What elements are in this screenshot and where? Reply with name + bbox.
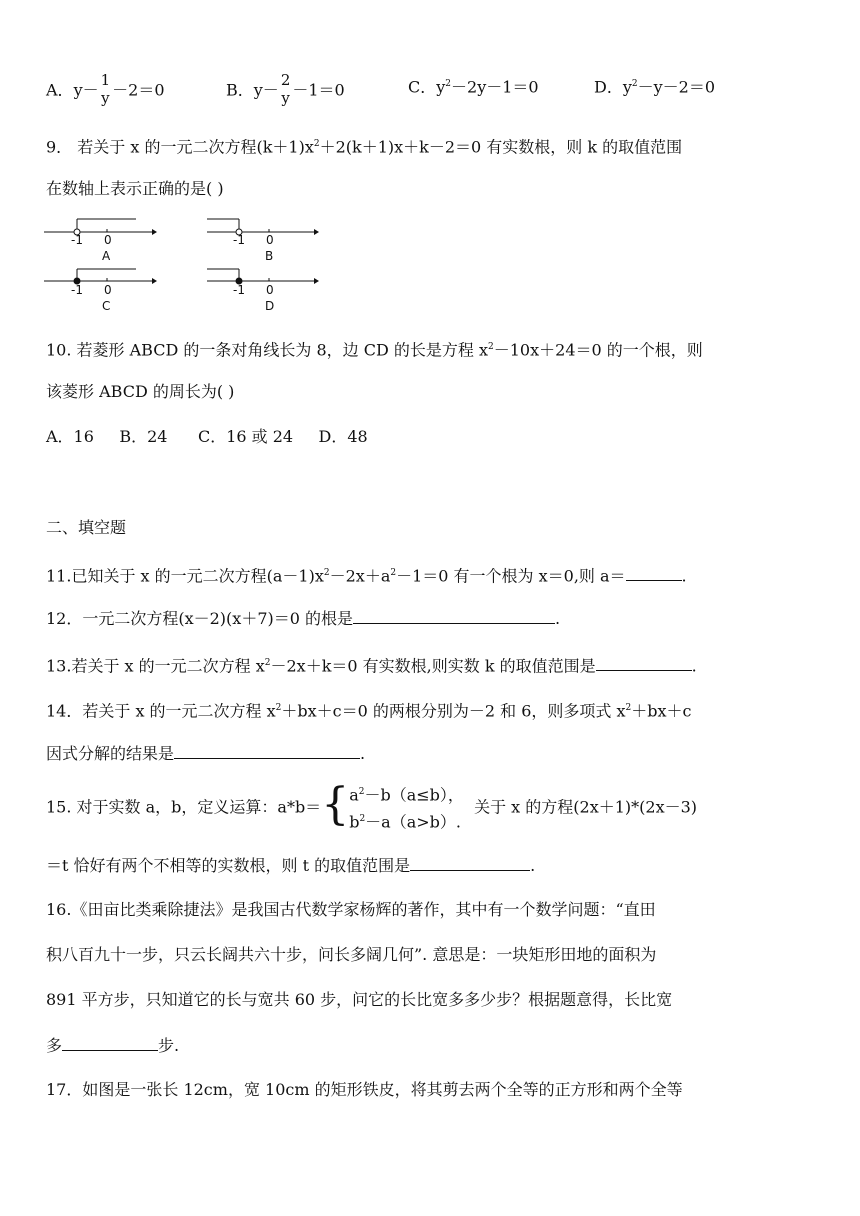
- superscript: 2: [323, 568, 330, 578]
- fraction: [281, 71, 291, 107]
- option-text: －2y－1＝0: [451, 77, 539, 97]
- tick-label-neg: -1: [233, 233, 245, 247]
- superscript: 2: [358, 787, 365, 797]
- option-label: D．: [594, 77, 623, 97]
- superscript: 2: [264, 658, 271, 668]
- tick-label-neg: -1: [71, 283, 83, 297]
- q9-line2: 在数轴上表示正确的是( ): [46, 179, 224, 198]
- q8-option-d[interactable]: [594, 73, 715, 98]
- case-2: [349, 807, 464, 834]
- q15-line1: [46, 780, 697, 832]
- tick-label-zero: 0: [104, 283, 112, 297]
- superscript: 2: [390, 568, 397, 578]
- q16-line2: 积八百九十一步，只云长阔共六十步，问长多阔几何”. 意思是：一块矩形田地的面积为: [46, 945, 657, 964]
- q15-text: .: [530, 856, 536, 875]
- answer-blank[interactable]: [626, 564, 682, 581]
- q16-line4: [46, 1034, 179, 1057]
- q14-text: .: [360, 744, 366, 763]
- option-text: －y－2＝0: [637, 77, 716, 97]
- brace-symbol: {: [321, 779, 350, 831]
- option-text: y－: [253, 80, 279, 100]
- option-text: －2＝0: [112, 80, 165, 100]
- diagram-letter: C: [102, 299, 111, 313]
- q9-line1: [46, 133, 682, 158]
- numerator: 2: [280, 71, 291, 89]
- tick-label-neg: -1: [233, 283, 245, 297]
- answer-blank[interactable]: [62, 1034, 158, 1051]
- diagram-letter: B: [265, 249, 274, 263]
- numerator: 1: [100, 71, 111, 89]
- section-title: 二、填空题: [46, 518, 127, 537]
- q15-text: ＝t 恰好有两个不相等的实数根，则 t 的取值范围是: [46, 856, 411, 875]
- q9-number-lines: [44, 214, 334, 314]
- q9-text: 9． 若关于 x 的一元二次方程(k＋1)x: [46, 137, 314, 157]
- q16-line3: 891 平方步，只知道它的长与宽共 60 步，问它的长比宽多多少步？根据题意得，长比宽: [46, 990, 673, 1009]
- case-text: －b（a≤b），: [364, 785, 464, 805]
- tick-label-neg: -1: [71, 233, 83, 247]
- case-text: a: [349, 785, 359, 805]
- answer-blank[interactable]: [353, 607, 555, 624]
- option-text: －1＝0: [292, 80, 345, 100]
- piecewise-cases: [349, 780, 464, 835]
- superscript: 2: [625, 703, 632, 713]
- option-text: y: [436, 77, 446, 97]
- answer-blank[interactable]: [410, 854, 530, 871]
- q12-text: .: [555, 609, 561, 628]
- diagram-c[interactable]: [44, 269, 157, 284]
- q16-text: 步.: [158, 1036, 180, 1055]
- diagram-letter: D: [265, 299, 275, 313]
- option-label: B．: [226, 80, 254, 100]
- diagram-b[interactable]: [207, 219, 319, 235]
- denominator: y: [101, 89, 110, 107]
- q15-line2: [46, 854, 535, 877]
- q13-text: .: [691, 656, 697, 676]
- q10-text: －10x＋24＝0 的一个根，则: [493, 340, 703, 360]
- fraction: [101, 71, 111, 107]
- q10-options[interactable]: A．16 B．24 C．16 或 24 D．48: [46, 427, 368, 446]
- q14-text: ＋bx＋c＝0 的两根分别为－2 和 6，则多项式 x: [281, 701, 626, 721]
- superscript: 2: [275, 703, 282, 713]
- superscript: 2: [313, 139, 320, 149]
- diagram-d[interactable]: [207, 269, 319, 284]
- q15-text: 关于 x 的方程(2x＋1)*(2x－3): [463, 797, 698, 817]
- q11-text: 11.已知关于 x 的一元二次方程(a－1)x: [46, 566, 324, 586]
- q10-line2: 该菱形 ABCD 的周长为( ): [46, 382, 235, 401]
- option-label: A．: [46, 80, 74, 100]
- q11-text: －1＝0 有一个根为 x＝0,则 a＝: [396, 566, 626, 586]
- q11-text: －2x＋a: [329, 566, 391, 586]
- superscript: 2: [445, 79, 452, 89]
- answer-blank[interactable]: [596, 654, 692, 671]
- q12-text: 12．一元二次方程(x－2)(x＋7)＝0 的根是: [46, 609, 354, 628]
- tick-label-zero: 0: [266, 233, 274, 247]
- q10-line1: [46, 336, 703, 361]
- tick-label-zero: 0: [266, 283, 274, 297]
- tick-label-zero: 0: [104, 233, 112, 247]
- q8-option-a[interactable]: [46, 73, 165, 109]
- q14-line1: [46, 697, 692, 722]
- q8-option-b[interactable]: [226, 73, 345, 109]
- q15-text: 15. 对于实数 a，b，定义运算：a*b＝: [46, 797, 322, 817]
- case-1: [349, 780, 464, 807]
- q8-option-c[interactable]: [408, 73, 539, 98]
- q13-text: －2x＋k＝0 有实数根,则实数 k 的取值范围是: [270, 656, 596, 676]
- q13-line: [46, 652, 697, 677]
- q9-text: ＋2(k＋1)x＋k－2＝0 有实数根，则 k 的取值范围: [319, 137, 683, 157]
- q11-line: [46, 562, 687, 587]
- superscript: 2: [488, 342, 494, 352]
- superscript: 2: [631, 79, 638, 89]
- q16-line1: 16.《田亩比类乘除捷法》是我国古代数学家杨辉的著作，其中有一个数学问题：“直田: [46, 900, 656, 919]
- option-text: y: [622, 77, 632, 97]
- q14-text: ＋bx＋c: [631, 701, 692, 721]
- q14-text: 因式分解的结果是: [46, 744, 175, 763]
- diagram-a[interactable]: [44, 219, 157, 235]
- q11-text: .: [681, 566, 687, 586]
- superscript: 2: [359, 814, 366, 825]
- case-text: b: [349, 812, 360, 832]
- q10-text: 10. 若菱形 ABCD 的一条对角线长为 8，边 CD 的长是方程 x: [46, 340, 489, 360]
- q12-line: [46, 607, 560, 630]
- q14-line2: [46, 742, 365, 765]
- case-text: －a（a>b）.: [365, 812, 461, 832]
- answer-blank[interactable]: [174, 742, 360, 759]
- option-label: C．: [408, 77, 437, 97]
- option-text: y－: [73, 80, 99, 100]
- q14-text: 14．若关于 x 的一元二次方程 x: [46, 701, 276, 721]
- q16-text: 多: [46, 1036, 63, 1055]
- q17-line1: 17．如图是一张长 12cm，宽 10cm 的矩形铁皮，将其剪去两个全等的正方形和两个全等: [46, 1080, 683, 1099]
- denominator: y: [281, 89, 290, 107]
- q13-text: 13.若关于 x 的一元二次方程 x: [46, 656, 265, 676]
- diagram-letter: A: [102, 249, 111, 263]
